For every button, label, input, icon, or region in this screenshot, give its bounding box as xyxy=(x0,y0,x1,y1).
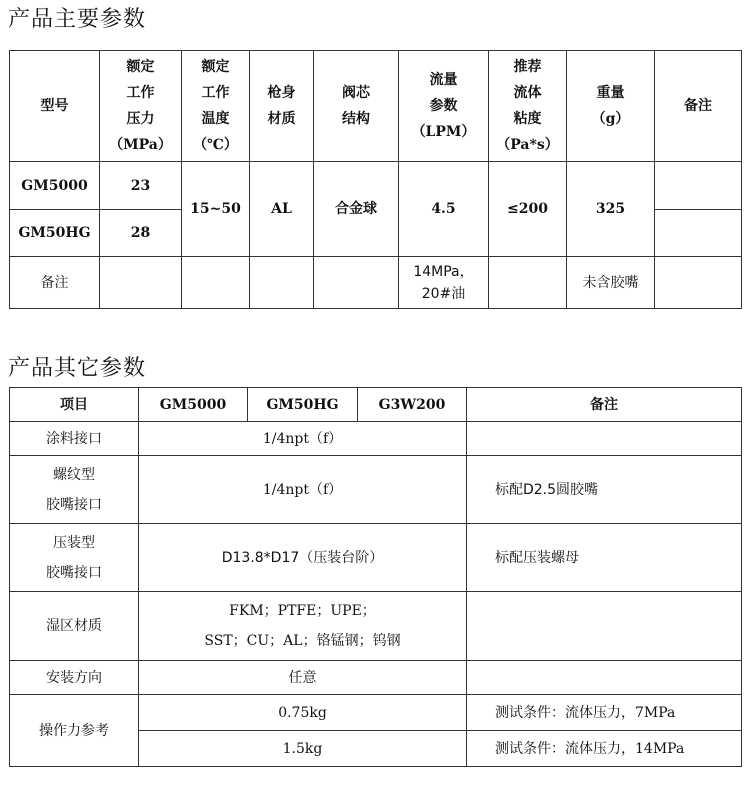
row-label: 螺纹型 胶嘴接口 xyxy=(10,456,139,524)
row-remark: 测试条件：流体压力，7MPa xyxy=(467,695,742,731)
row-value: 任意 xyxy=(139,661,467,695)
row-label: 压装型 胶嘴接口 xyxy=(10,524,139,592)
note-empty xyxy=(655,257,742,309)
header-viscosity: 推荐 流体 粘度 （Pa*s） xyxy=(489,51,567,162)
section-title-other: 产品其它参数 xyxy=(8,356,147,381)
main-params-table xyxy=(9,50,742,309)
valve-cell: 合金球 xyxy=(314,162,399,257)
header-temperature: 额定 工作 温度 （℃） xyxy=(182,51,250,162)
flow-cell: 4.5 xyxy=(399,162,489,257)
row-label: 操作力参考 xyxy=(10,695,139,767)
section-title-main: 产品主要参数 xyxy=(8,7,147,32)
header-valve: 阀芯 结构 xyxy=(314,51,399,162)
row-value: 0.75kg xyxy=(139,695,467,731)
row-remark: 标配D2.5圆胶嘴 xyxy=(467,456,742,524)
header-flow: 流量 参数 （LPM） xyxy=(399,51,489,162)
row-value: 1/4npt（f） xyxy=(139,456,467,524)
row-remark xyxy=(467,422,742,456)
header-material: 枪身 材质 xyxy=(250,51,314,162)
note-empty xyxy=(489,257,567,309)
header-model: 型号 xyxy=(10,51,100,162)
table-row xyxy=(10,162,742,210)
note-empty xyxy=(314,257,399,309)
table-row xyxy=(10,695,742,731)
header-model-3: G3W200 xyxy=(358,388,467,422)
row-value: 1.5kg xyxy=(139,731,467,767)
header-pressure: 额定 工作 压力 （MPa） xyxy=(100,51,182,162)
row-remark xyxy=(467,592,742,661)
header-row xyxy=(10,388,742,422)
header-remark: 备注 xyxy=(655,51,742,162)
remark-cell xyxy=(655,162,742,210)
row-value: FKM；PTFE；UPE； SST；CU；AL；铬锰钢；钨钢 xyxy=(139,592,467,661)
row-remark: 测试条件：流体压力，14MPa xyxy=(467,731,742,767)
viscosity-cell: ≤200 xyxy=(489,162,567,257)
other-params-table xyxy=(9,387,742,767)
row-label: 安装方向 xyxy=(10,661,139,695)
note-row xyxy=(10,257,742,309)
table-row xyxy=(10,524,742,592)
table-row xyxy=(10,422,742,456)
header-item: 项目 xyxy=(10,388,139,422)
row-label: 湿区材质 xyxy=(10,592,139,661)
pressure-cell: 28 xyxy=(100,210,182,257)
row-remark xyxy=(467,661,742,695)
table-row xyxy=(10,592,742,661)
note-label: 备注 xyxy=(10,257,100,309)
row-remark: 标配压装螺母 xyxy=(467,524,742,592)
row-label: 涂料接口 xyxy=(10,422,139,456)
row-value: 1/4npt（f） xyxy=(139,422,467,456)
header-row xyxy=(10,51,742,162)
table-row xyxy=(10,456,742,524)
row-value: D13.8*D17（压装台阶） xyxy=(139,524,467,592)
header-remark: 备注 xyxy=(467,388,742,422)
pressure-cell: 23 xyxy=(100,162,182,210)
model-cell: GM50HG xyxy=(10,210,100,257)
note-empty xyxy=(100,257,182,309)
note-empty xyxy=(250,257,314,309)
model-cell: GM5000 xyxy=(10,162,100,210)
remark-cell xyxy=(655,210,742,257)
material-cell: AL xyxy=(250,162,314,257)
temperature-cell: 15~50 xyxy=(182,162,250,257)
note-flow: 14MPa， 20#油 xyxy=(399,257,489,309)
weight-cell: 325 xyxy=(567,162,655,257)
header-weight: 重量 （g） xyxy=(567,51,655,162)
header-model-1: GM5000 xyxy=(139,388,248,422)
table-row xyxy=(10,661,742,695)
note-empty xyxy=(182,257,250,309)
note-weight: 未含胶嘴 xyxy=(567,257,655,309)
header-model-2: GM50HG xyxy=(248,388,358,422)
